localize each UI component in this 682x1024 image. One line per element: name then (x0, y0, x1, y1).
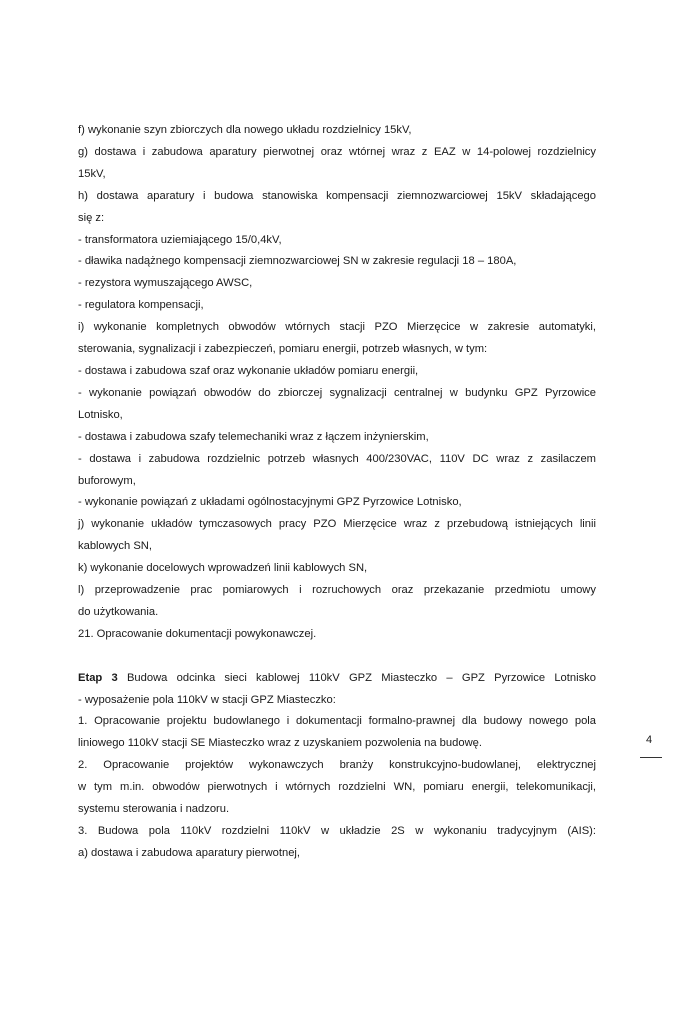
text-line: i) wykonanie kompletnych obwodów wtórnych stacji PZO Mierzęcice w zakresie automatyki, (78, 321, 596, 334)
text-line: 3. Budowa pola 110kV rozdzielni 110kV w układzie 2S w wykonaniu tradycyjnym (AIS): (78, 824, 596, 837)
text-line: buforowym, (78, 474, 136, 487)
text-line: - dostawa i zabudowa szaf oraz wykonanie układów pomiaru energii, (78, 364, 419, 377)
text-line: liniowego 110kV stacji SE Miasteczko wraz z uzyskaniem pozwolenia na budowę. (78, 737, 482, 750)
text-line: - rezystora wymuszającego AWSC, (78, 277, 253, 290)
text-line: f) wykonanie szyn zbiorczych dla nowego układu rozdzielnicy 15kV, (78, 124, 412, 136)
text-line: j) wykonanie układów tymczasowych pracy PZO Mierzęcice wraz z przebudową istniejących linii (78, 518, 596, 531)
page-number: 4 (646, 734, 653, 746)
stage-title: Budowa odcinka sieci kablowej 110kV GPZ Miasteczko – GPZ Pyrzowice Lotnisko (117, 671, 596, 684)
text-line: 21. Opracowanie dokumentacji powykonawczej. (78, 627, 317, 640)
stage-label: Etap 3 (78, 671, 118, 684)
stage-subtitle: - wyposażenie pola 110kV w stacji GPZ Miasteczko: (78, 693, 336, 706)
text-line: 1. Opracowanie projektu budowlanego i dokumentacji formalno-prawnej dla budowy nowego pola (78, 715, 596, 728)
page-number-rule (640, 757, 662, 758)
text-line: - dostawa i zabudowa rozdzielnic potrzeb własnych 400/230VAC, 110V DC wraz z zasilaczem (78, 452, 596, 465)
text-line: k) wykonanie docelowych wprowadzeń linii kablowych SN, (78, 562, 368, 575)
text-line: się z: (78, 211, 105, 224)
text-line: - wykonanie powiązań obwodów do zbiorczej sygnalizacji centralnej w budynku GPZ Pyrzowice (78, 386, 596, 399)
stage-heading-line (78, 668, 596, 690)
text-line: - regulatora kompensacji, (78, 299, 204, 312)
text-line: g) dostawa i zabudowa aparatury pierwotnej oraz wtórnej wraz z EAZ w 14-polowej rozdzielnicy (78, 145, 596, 158)
text-line: - transformatora uziemiającego 15/0,4kV, (78, 233, 282, 246)
paragraph-gap (78, 646, 596, 668)
text-line: - dławika nadążnego kompensacji ziemnozwarciowej SN w zakresie regulacji 18 – 180A, (78, 255, 517, 268)
text-line: systemu sterowania i nadzoru. (78, 803, 230, 816)
text-line: l) przeprowadzenie prac pomiarowych i rozruchowych oraz przekazanie przedmiotu umowy (78, 584, 596, 597)
text-line: a) dostawa i zabudowa aparatury pierwotnej, (78, 846, 301, 859)
document-body (78, 120, 596, 865)
text-line: - wykonanie powiązań z układami ogólnostacyjnymi GPZ Pyrzowice Lotnisko, (78, 496, 462, 509)
text-line: do użytkowania. (78, 605, 159, 618)
text-line: w tym m.in. obwodów pierwotnych i wtórnych rozdzielni WN, pomiaru energii, telekomunikacji, (78, 781, 596, 794)
text-line: sterowania, sygnalizacji i zabezpieczeń, pomiaru energii, potrzeb własnych, w tym: (78, 343, 488, 356)
text-line: h) dostawa aparatury i budowa stanowiska kompensacji ziemnozwarciowej 15kV składającego (78, 189, 596, 202)
text-line: 15kV, (78, 167, 106, 180)
text-line: 2. Opracowanie projektów wykonawczych branży konstrukcyjno-budowlanej, elektrycznej (78, 759, 596, 772)
text-line: Lotnisko, (78, 408, 123, 421)
text-line: kablowych SN, (78, 540, 152, 553)
text-line: - dostawa i zabudowa szafy telemechaniki wraz z łączem inżynierskim, (78, 430, 429, 443)
